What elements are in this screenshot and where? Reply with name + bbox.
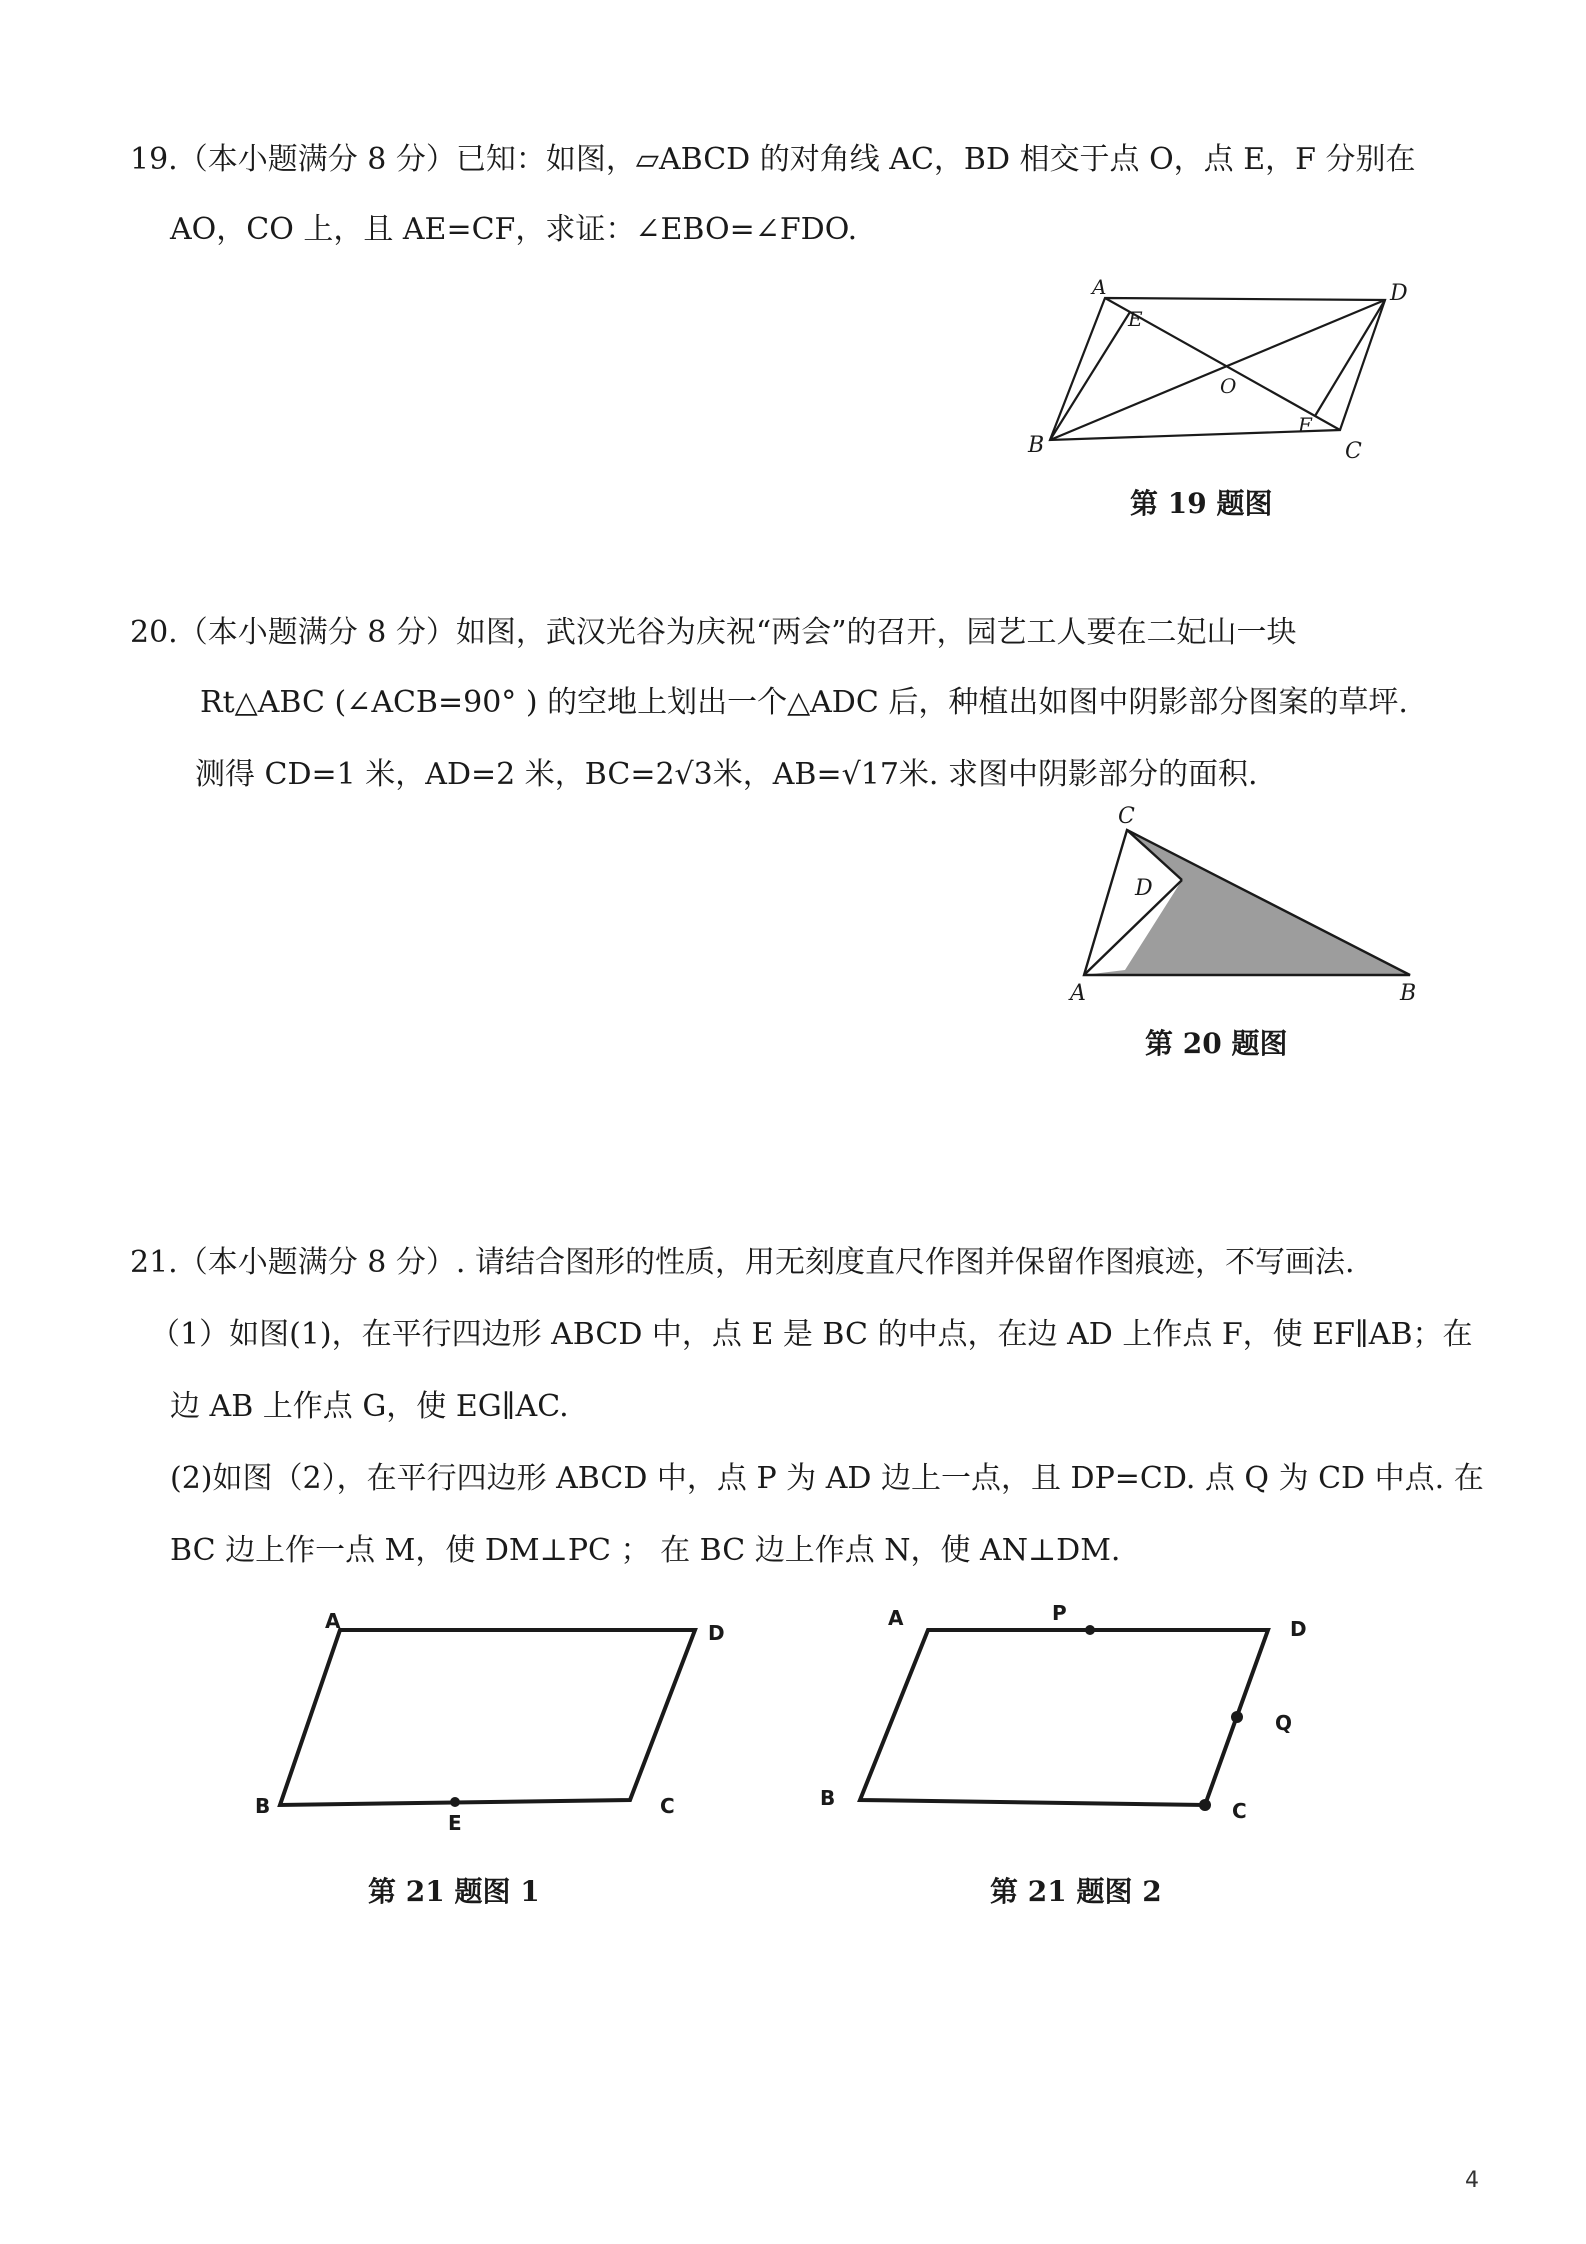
label-A: A <box>1070 981 1086 1006</box>
label-A: A <box>1092 275 1107 299</box>
point-e <box>450 1797 460 1807</box>
problem-20-caption: 第 20 题图 <box>1145 1027 1288 1060</box>
label-Q: Q <box>1275 1711 1293 1735</box>
problem-21-text-line-3: 边 AB 上作点 G，使 EG∥AC. <box>170 1389 569 1424</box>
label-D: D <box>708 1621 725 1645</box>
problem-21-caption-2: 第 21 题图 2 <box>990 1875 1162 1908</box>
label-B: B <box>1028 433 1045 458</box>
problem-21-figure-2 <box>800 1590 1360 1840</box>
problem-20-text-line-1: 20.（本小题满分 8 分）如图，武汉光谷为庆祝“两会”的召开，园艺工人要在二妃山一块 <box>130 615 1297 650</box>
problem-20-figure <box>1030 795 1450 1010</box>
label-O: O <box>1220 374 1237 398</box>
label-B: B <box>255 1794 271 1818</box>
problem-21-text-line-4: (2)如图（2），在平行四边形 ABCD 中，点 P 为 AD 边上一点，且 DP=CD. 点 Q 为 CD 中点. 在 <box>170 1461 1484 1496</box>
problem-21-text-line-5: BC 边上作一点 M，使 DM⊥PC ； 在 BC 边上作点 N，使 AN⊥DM. <box>170 1533 1121 1568</box>
problem-21-figure-1 <box>240 1600 760 1840</box>
label-C: C <box>1232 1799 1247 1823</box>
problem-21-caption-1: 第 21 题图 1 <box>368 1875 540 1908</box>
label-D: D <box>1290 1617 1307 1641</box>
problem-19-text-line-1: 19.（本小题满分 8 分）已知：如图，▱ABCD 的对角线 AC，BD 相交于点 O，点 E，F 分别在 <box>130 142 1416 177</box>
label-C: C <box>660 1794 675 1818</box>
point-p <box>1085 1625 1095 1635</box>
label-F: F <box>1298 413 1312 437</box>
label-B: B <box>1400 981 1417 1006</box>
problem-20-text-line-2: Rt△ABC (∠ACB=90° ) 的空地上划出一个△ADC 后，种植出如图中阴影部分图案的草坪. <box>200 685 1408 720</box>
problem-21-text-line-1: 21.（本小题满分 8 分）. 请结合图形的性质，用无刻度直尺作图并保留作图痕迹，不写画法. <box>130 1245 1355 1280</box>
parallelogram-abcd <box>280 1630 695 1805</box>
label-P: P <box>1052 1601 1067 1625</box>
label-C: C <box>1118 804 1135 829</box>
problem-19-text-line-2: AO，CO 上，且 AE=CF，求证：∠EBO=∠FDO. <box>170 212 858 247</box>
page-number: 4 <box>1465 2168 1479 2193</box>
problem-19-caption: 第 19 题图 <box>1130 487 1273 520</box>
point-q <box>1231 1711 1243 1723</box>
label-C: C <box>1345 439 1362 464</box>
label-D: D <box>1135 876 1153 901</box>
problem-21-text-line-2: （1）如图(1)，在平行四边形 ABCD 中，点 E 是 BC 的中点，在边 AD 上作点 F，使 EF∥AB；在 <box>150 1317 1473 1352</box>
problem-19-figure <box>1010 275 1470 480</box>
diagonal-bd <box>1050 300 1385 440</box>
vertex-c-dot <box>1199 1799 1211 1811</box>
shaded-lawn <box>1084 830 1410 975</box>
label-E: E <box>448 1811 462 1835</box>
segment-be <box>1050 312 1130 440</box>
label-A: A <box>325 1609 341 1633</box>
label-B: B <box>820 1786 836 1810</box>
parallelogram-abcd <box>860 1630 1268 1805</box>
label-D: D <box>1390 281 1408 306</box>
label-E: E <box>1128 307 1143 331</box>
label-A: A <box>888 1606 904 1630</box>
problem-20-text-line-3: 测得 CD=1 米，AD=2 米，BC=2√3米，AB=√17米. 求图中阴影部分的面积. <box>195 757 1258 792</box>
